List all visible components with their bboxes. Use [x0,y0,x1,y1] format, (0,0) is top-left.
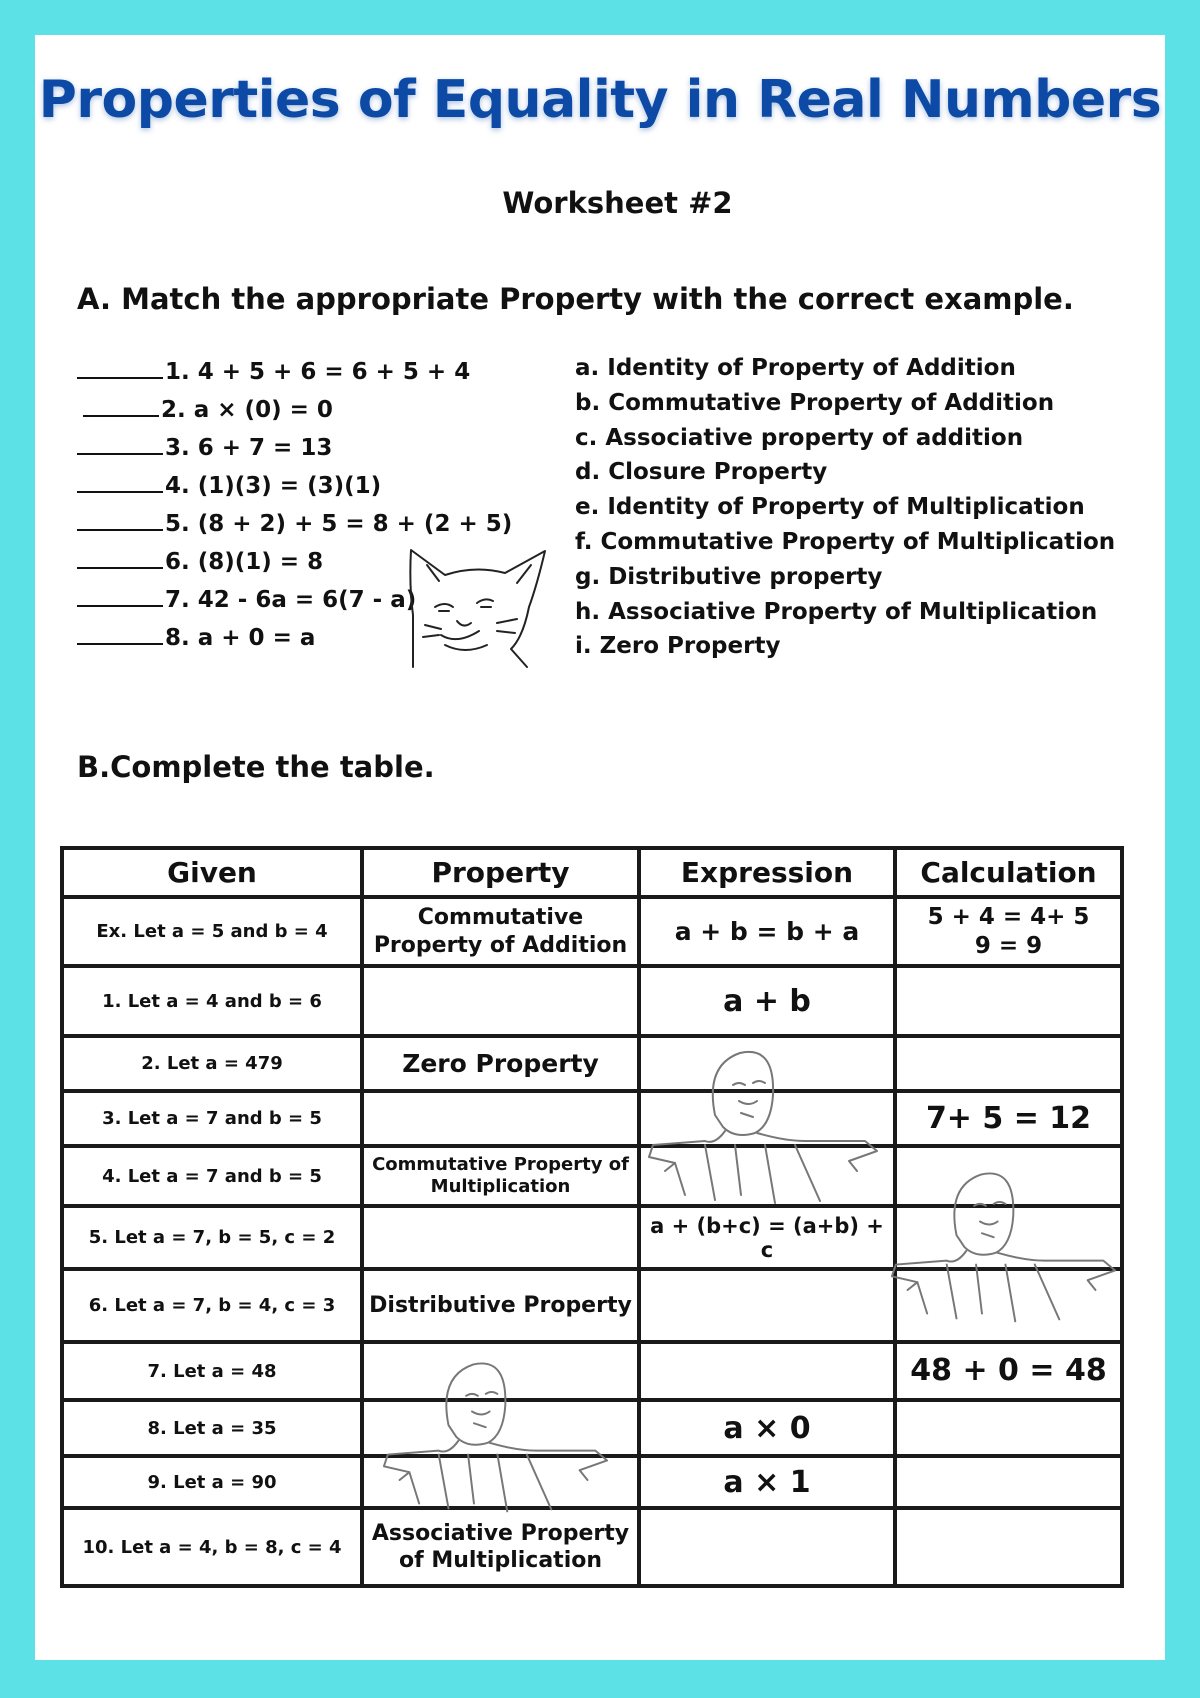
calculation-cell[interactable] [895,1206,1122,1269]
list-item: 5. (8 + 2) + 5 = 8 + (2 + 5) [77,505,597,543]
answer-blank[interactable] [77,353,163,379]
column-header-property: Property [362,848,639,897]
property-cell[interactable] [362,1206,639,1269]
page-title: Properties of Equality in Real Numbers [38,70,1162,130]
answer-blank[interactable] [77,467,163,493]
property-cell: Associative Property of Multiplication [362,1508,639,1586]
table-row [62,1456,1122,1508]
expression-cell[interactable] [639,1091,895,1146]
property-cell[interactable] [362,966,639,1036]
property-cell: Distributive Property [362,1269,639,1342]
expression-cell[interactable] [639,1342,895,1400]
list-item: b. Commutative Property of Addition [575,389,1055,416]
table-row [62,1400,1122,1456]
expression-cell: a + b = b + a [639,897,895,966]
table-row [62,1508,1122,1586]
property-cell: Commutative Property of Addition [362,897,639,966]
list-item: 1. 4 + 5 + 6 = 6 + 5 + 4 [77,353,597,391]
cat-drawing-icon [405,545,555,670]
list-item: f. Commutative Property of Multiplication [575,528,1116,555]
property-cell[interactable] [362,1456,639,1508]
property-cell[interactable] [362,1400,639,1456]
calculation-cell[interactable] [895,1146,1122,1206]
expression-cell: a × 0 [639,1400,895,1456]
answer-blank[interactable] [77,505,163,531]
worksheet-number: Worksheet #2 [502,186,733,220]
expression-cell: a + b [639,966,895,1036]
given-cell: 8. Let a = 35 [62,1400,362,1456]
table-row [62,1206,1122,1269]
list-item: c. Associative property of addition [575,424,1024,451]
given-cell: 9. Let a = 90 [62,1456,362,1508]
answer-blank[interactable] [83,391,159,417]
expression-cell[interactable] [639,1036,895,1091]
calculation-cell[interactable] [895,1269,1122,1342]
list-item: 7. 42 - 6a = 6(7 - a) [77,581,597,619]
table-row [62,966,1122,1036]
calculation-cell[interactable] [895,1400,1122,1456]
calculation-cell: 48 + 0 = 48 [895,1342,1122,1400]
list-item: 8. a + 0 = a [77,619,597,657]
list-item: 2. a × (0) = 0 [77,391,597,429]
given-cell: 4. Let a = 7 and b = 5 [62,1146,362,1206]
given-cell: 5. Let a = 7, b = 5, c = 2 [62,1206,362,1269]
property-choices-list [575,351,1135,664]
list-item: e. Identity of Property of Multiplication [575,494,1085,521]
property-cell[interactable] [362,1091,639,1146]
table-header-row [62,848,1122,897]
table-row [62,897,1122,966]
given-cell: 2. Let a = 479 [62,1036,362,1091]
expression-cell[interactable] [639,1146,895,1206]
answer-blank[interactable] [77,429,163,455]
expression-cell[interactable] [639,1269,895,1342]
expression-cell: a + (b+c) = (a+b) + c [639,1206,895,1269]
list-item: h. Associative Property of Multiplication [575,598,1098,625]
calculation-cell: 7+ 5 = 12 [895,1091,1122,1146]
calculation-cell: 5 + 4 = 4+ 5 9 = 9 [895,897,1122,966]
given-cell: 10. Let a = 4, b = 8, c = 4 [62,1508,362,1586]
table-row [62,1091,1122,1146]
column-header-expression: Expression [639,848,895,897]
given-cell: 6. Let a = 7, b = 4, c = 3 [62,1269,362,1342]
given-cell: Ex. Let a = 5 and b = 4 [62,897,362,966]
table-row [62,1342,1122,1400]
given-cell: 3. Let a = 7 and b = 5 [62,1091,362,1146]
calculation-cell[interactable] [895,1508,1122,1586]
answer-blank[interactable] [77,543,163,569]
section-b-heading: B.Complete the table. [77,750,435,784]
property-cell: Commutative Property of Multiplication [362,1146,639,1206]
list-item: i. Zero Property [575,633,781,660]
given-cell: 7. Let a = 48 [62,1342,362,1400]
column-header-calculation: Calculation [895,848,1122,897]
table-row [62,1146,1122,1206]
column-header-given: Given [62,848,362,897]
list-item: 4. (1)(3) = (3)(1) [77,467,597,505]
list-item: 6. (8)(1) = 8 [77,543,597,581]
calculation-cell[interactable] [895,1456,1122,1508]
expression-cell: a × 1 [639,1456,895,1508]
list-item: 3. 6 + 7 = 13 [77,429,597,467]
table-row [62,1269,1122,1342]
list-item: a. Identity of Property of Addition [575,355,1016,381]
given-cell: 1. Let a = 4 and b = 6 [62,966,362,1036]
calculation-cell[interactable] [895,1036,1122,1091]
list-item: g. Distributive property [575,563,883,590]
list-item: d. Closure Property [575,459,828,486]
table-row [62,1036,1122,1091]
property-cell[interactable] [362,1342,639,1400]
calculation-cell[interactable] [895,966,1122,1036]
property-cell: Zero Property [362,1036,639,1091]
properties-table [60,846,1124,1588]
answer-blank[interactable] [77,619,163,645]
expression-cell[interactable] [639,1508,895,1586]
answer-blank[interactable] [77,581,163,607]
section-a-heading: A. Match the appropriate Property with the correct example. [77,282,1074,316]
